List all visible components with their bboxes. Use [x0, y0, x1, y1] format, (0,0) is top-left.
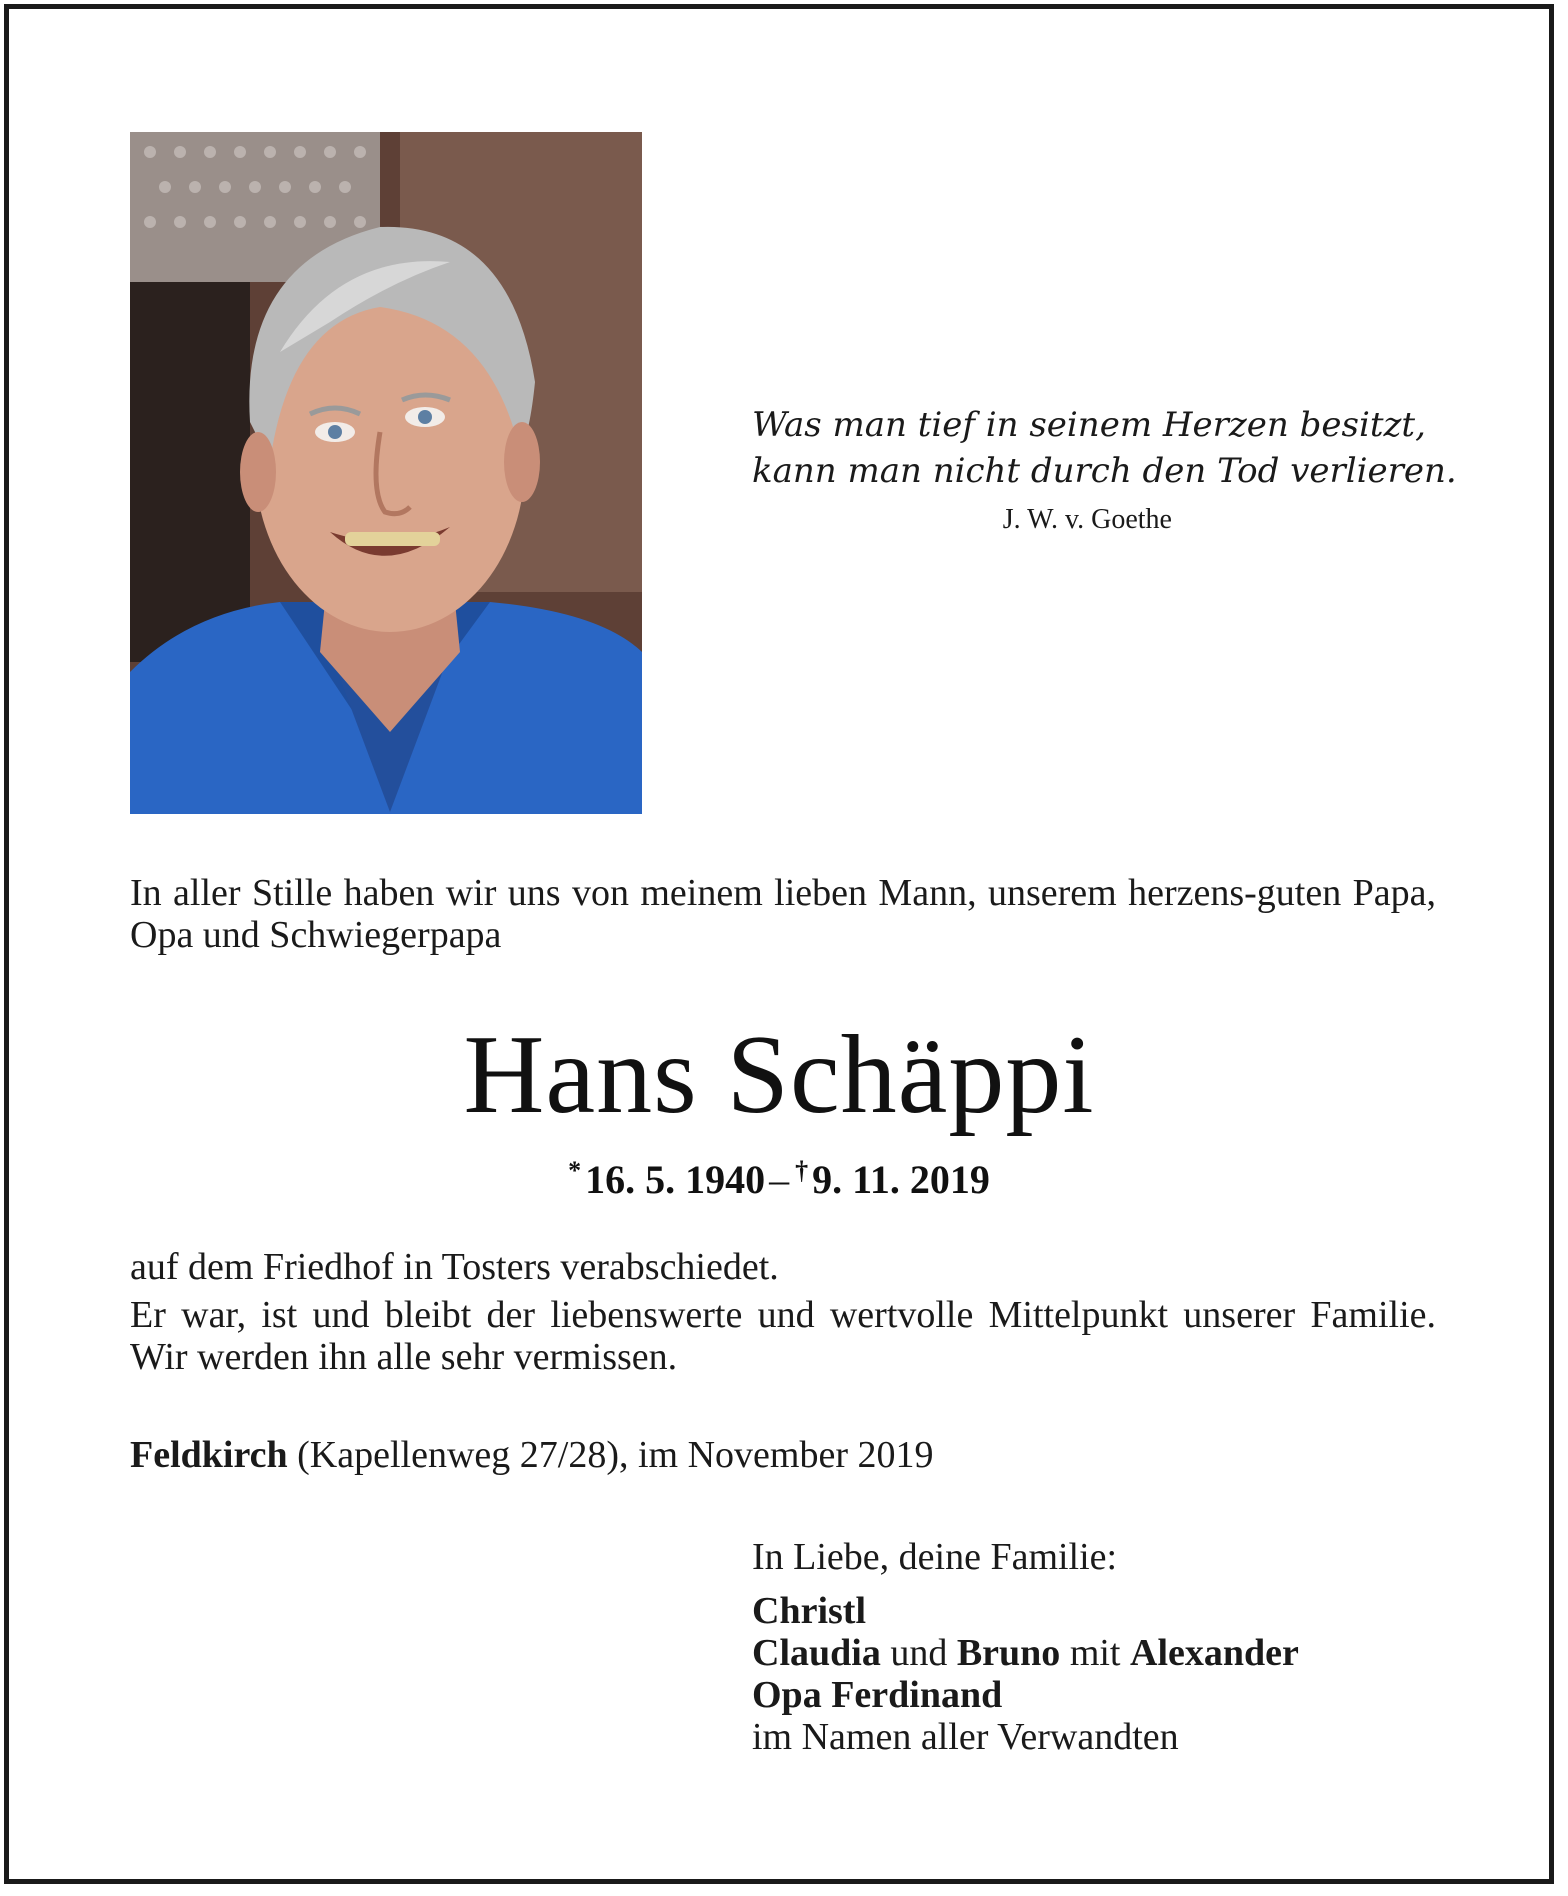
family-connector-and: und: [880, 1632, 957, 1674]
life-dates: [0, 1146, 1558, 1205]
family-signoff: In Liebe, deine Familie:: [752, 1536, 1118, 1578]
farewell-text: auf dem Friedhof in Tosters verabschiedet.: [130, 1246, 779, 1288]
tribute-paragraph: Er war, ist und bleibt der liebenswerte und wertvolle Mittelpunkt unserer Familie. Wir werden ihn alle sehr vermissen.: [130, 1294, 1436, 1378]
family-connector-with: mit: [1060, 1632, 1130, 1674]
death-mark: †: [795, 1156, 809, 1185]
intro-paragraph: In aller Stille haben wir uns von meinem lieben Mann, unserem herzens-guten Papa, Opa und Schwiegerpapa: [130, 872, 1436, 956]
quote-block: [752, 402, 1457, 540]
deceased-name: Hans Schäppi: [463, 1013, 1095, 1137]
family-closing: im Namen aller Verwandten: [752, 1716, 1179, 1758]
quote-line-2: kann man nicht durch den Tod verlieren.: [752, 451, 1457, 491]
death-date: 9. 11. 2019: [812, 1157, 990, 1202]
quote-line-1: Was man tief in seinem Herzen besitzt,: [752, 405, 1426, 445]
date-separator: –: [769, 1157, 790, 1202]
family-member-row-2: [752, 1632, 1452, 1674]
family-member-3: Opa Ferdinand: [752, 1674, 1003, 1716]
family-signature: [752, 1536, 1452, 1758]
family-member-1: Christl: [752, 1590, 866, 1632]
quote-author: J. W. v. Goethe: [1002, 504, 1172, 535]
family-member-claudia: Claudia: [752, 1632, 881, 1674]
location-line: [130, 1434, 1436, 1476]
birth-mark: *: [568, 1156, 582, 1185]
location-city: Feldkirch: [130, 1434, 288, 1476]
birth-date: 16. 5. 1940: [585, 1157, 766, 1202]
location-details: (Kapellenweg 27/28), im November 2019: [287, 1434, 934, 1476]
family-member-bruno: Bruno: [956, 1632, 1061, 1674]
portrait-photo: [130, 132, 642, 814]
family-member-alexander: Alexander: [1130, 1632, 1299, 1674]
